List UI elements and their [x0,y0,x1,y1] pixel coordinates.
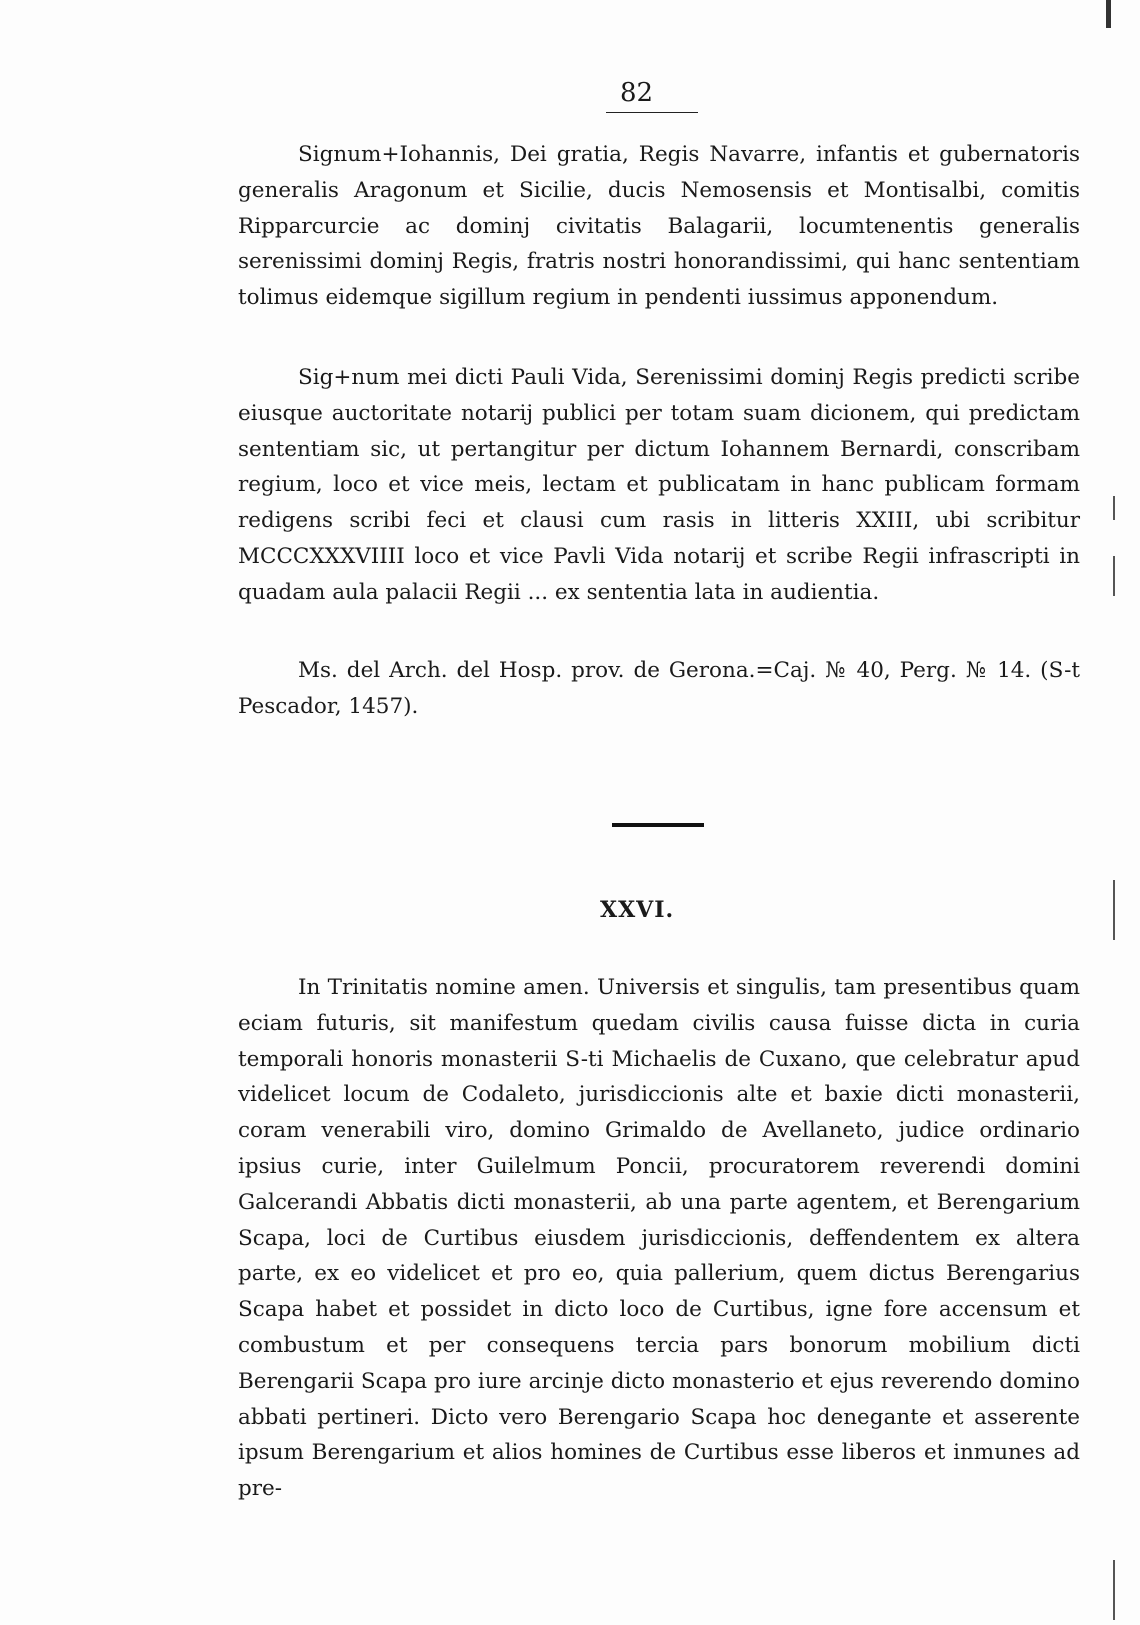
page-number-underline [606,112,698,113]
text-block [238,970,1080,1507]
scan-edge-mark [1113,556,1115,596]
text-block [238,653,1080,725]
scan-edge-mark [1106,0,1111,28]
paragraph-source-citation: Ms. del Arch. del Hosp. prov. de Gerona.=Caj. № 40, Perg. № 14. (S-t Pescador, 1457). [238,658,1080,719]
paragraph-signum-iohannis: Signum+Iohannis, Dei gratia, Regis Navarre, infantis et gubernatoris generalis Aragonum et Sicilie, ducis Nemosensis et Montisalbi, comitis Ripparcurcie ac dominj civitatis Balagarii, locumtenentis generalis serenissimi dominj Regis, fratris nostri honorandissimi, qui hanc sententiam tolimus eidemque sigillum regium in pendenti iussimus apponendum. [238,142,1080,311]
paragraph-signum-pauli-vida: Sig+num mei dicti Pauli Vida, Serenissimi dominj Regis predicti scribe eiusque auctoritate notarij publici per totam suam dicionem, qui predictam sententiam sic, ut pertangitur per dictum Iohannem Bernardi, conscribam regium, loco et vice meis, lectam et publicatam in hanc publicam formam redigens scribi feci et clausi cum rasis in litteris XXIII, ubi scribitur MCCCXXXVIIII loco et vice Pavli Vida notarij et scribe Regii infrascripti in quadam aula palacii Regii ... ex sententia lata in audientia. [238,365,1080,605]
text-block [238,137,1080,316]
section-heading: XXVI. [600,897,675,923]
scan-edge-mark [1113,496,1115,520]
section-divider [612,823,704,827]
paragraph-main-text: In Trinitatis nomine amen. Universis et singulis, tam presentibus quam eciam futuris, sit manifestum quedam civilis causa fuisse dicta in curia temporali honoris monasterii S-ti Michaelis de Cuxano, que celebratur apud videlicet locum de Codaleto, jurisdiccionis alte et baxie dicti monasterii, coram venerabili viro, domino Grimaldo de Avellaneto, judice ordinario ipsius curie, inter Guilelmum Poncii, procuratorem reverendi domini Galcerandi Abbatis dicti monasterii, ab una parte agentem, et Berengarium Scapa, loci de Curtibus eiusdem jurisdiccionis, deffendentem ex altera parte, ex eo videlicet et pro eo, quia pallerium, quem dictus Berengarius Scapa habet et possidet in dicto loco de Curtibus, igne fore accensum et combustum et per consequens tercia pars bonorum mobilium dicti Berengarii Scapa pro iure arcinje dicto monasterio et ejus reverendo domino abbati pertineri. Dicto vero Berengario Scapa hoc denegante et asserente ipsum Berengarium et alios homines de Curtibus esse liberos et inmunes ad pre- [238,975,1080,1502]
text-block [238,360,1080,611]
page-number: 82 [620,78,654,108]
scan-edge-mark [1113,1560,1115,1620]
scan-edge-mark [1113,880,1115,940]
